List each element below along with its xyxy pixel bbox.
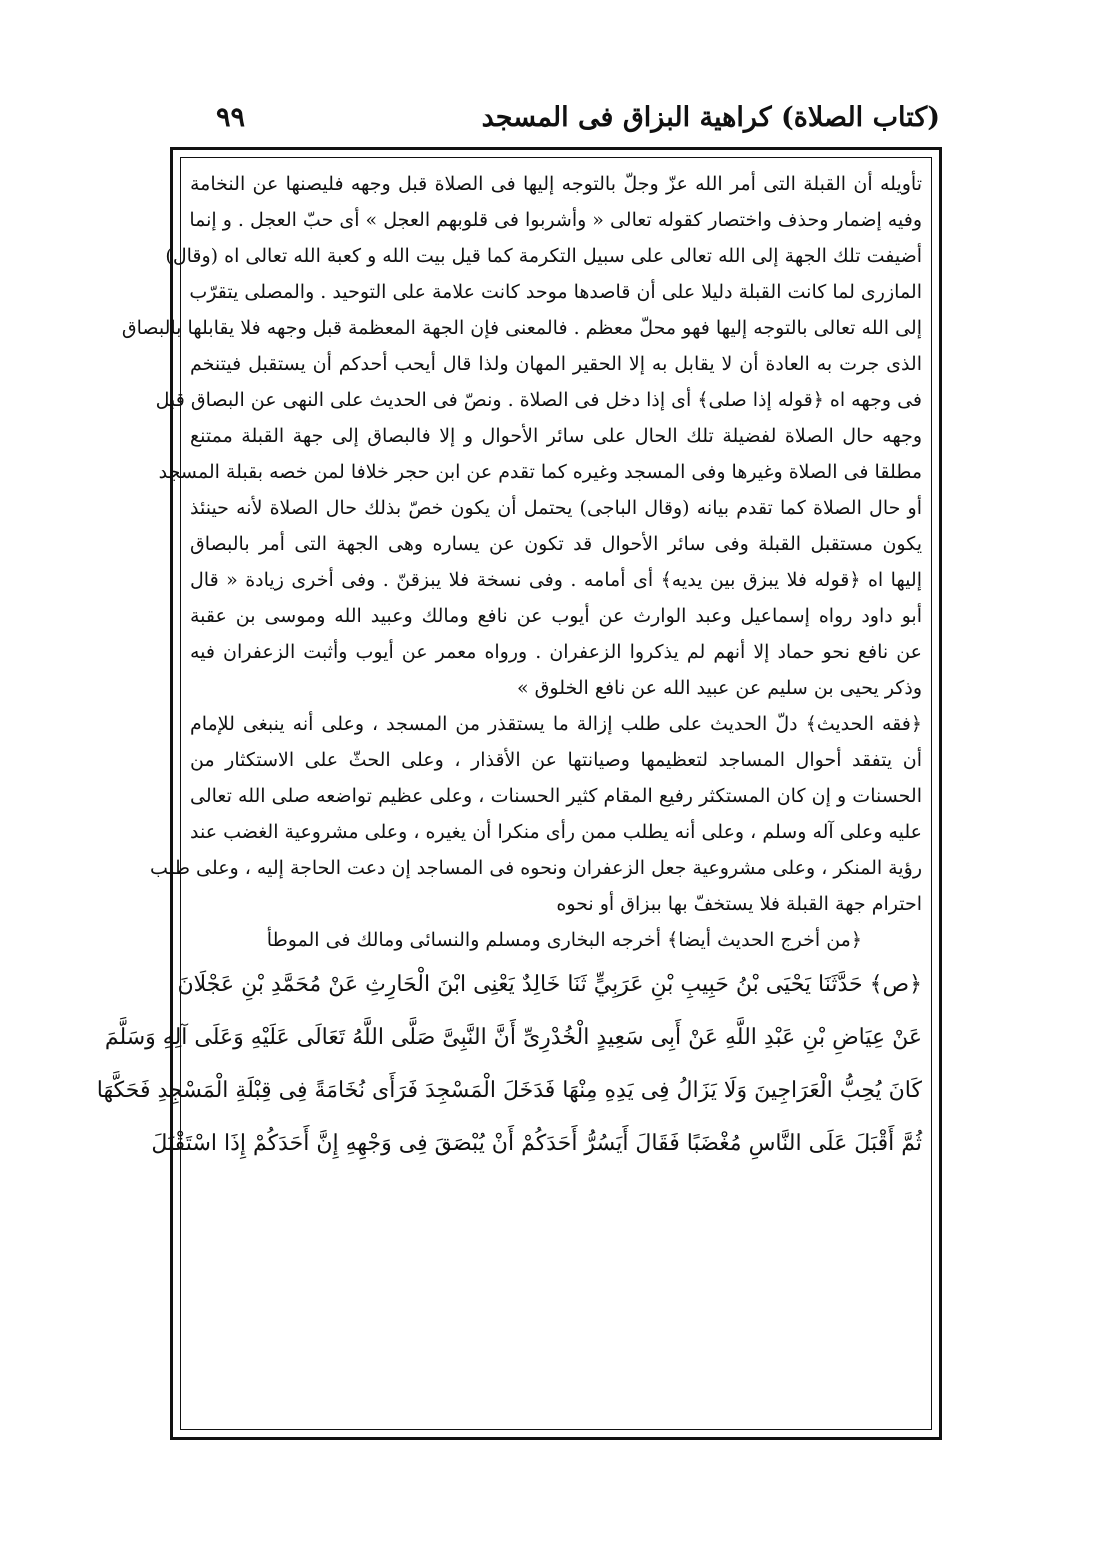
text-line: عن نافع نحو حماد إلا أنهم لم يذكروا الزعفران . ورواه معمر عن أيوب وأثبت الزعفران فيه bbox=[190, 641, 922, 663]
text-line: الحسنات و إن كان المستكثر رفيع المقام كثير الحسنات ، وعلى عظيم تواضعه صلى الله تعالى bbox=[190, 785, 922, 807]
text-line: مطلقا فى الصلاة وغيرها وفى المسجد وغيره كما تقدم عن ابن حجر خلافا لمن خصه بقبلة المسجد bbox=[158, 461, 922, 483]
text-line: وذكر يحيى بن سليم عن عبيد الله عن نافع الخلوق » bbox=[516, 677, 922, 699]
page-header bbox=[180, 98, 940, 146]
text-line: يكون مستقبل القبلة وفى سائر الأحوال قد تكون عن يساره وهى الجهة التى أمر بالبصاق bbox=[190, 533, 922, 555]
text-line: الذى جرت به العادة أن لا يقابل به إلا الحقير المهان ولذا قال أيحب أحدكم أن يستقبل فيتنخم bbox=[190, 353, 922, 375]
text-line: المازرى لما كانت القبلة دليلا على أن قاصدها موحد كانت علامة على التوحيد . والمصلى يتقرّب bbox=[189, 281, 922, 303]
running-title: (كتاب الصلاة) كراهية البزاق فى المسجد bbox=[481, 102, 940, 133]
text-line: أضيفت تلك الجهة إلى الله تعالى على سبيل التكرمة كما قيل بيت الله و كعبة الله تعالى اه (وقال) bbox=[165, 245, 922, 267]
text-line: احترام جهة القبلة فلا يستخفّ بها ببزاق أو نحوه bbox=[556, 893, 922, 915]
text-line: إلى الله تعالى بالتوجه إليها فهو محلّ معظم . فالمعنى فإن الجهة المعظمة قبل وجهه فلا يقابلها بالبصاق bbox=[121, 317, 922, 339]
text-line: وفيه إضمار وحذف واختصار كقوله تعالى « وأشربوا فى قلوبهم العجل » أى حبّ العجل . و إنما bbox=[189, 209, 922, 231]
text-line: ﴿من أخرج الحديث أيضا﴾ أخرجه البخارى ومسلم والنسائى ومالك فى الموطأ bbox=[266, 929, 862, 951]
hadith-line: كَانَ يُحِبُّ الْعَرَاجِينَ وَلَا يَزَالُ فِى يَدِهِ مِنْهَا فَدَخَلَ الْمَسْجِدَ فَرَأَى نُخَامَةً فِى قِبْلَةِ الْمَسْجِدِ فَحَكَّهَا bbox=[96, 1078, 922, 1103]
text-line: عليه وعلى آله وسلم ، وعلى أنه يطلب ممن رأى منكرا أن يغيره ، وعلى مشروعية الغضب عند bbox=[190, 821, 922, 843]
text-body bbox=[96, 166, 922, 1170]
text-line: فى وجهه اه ﴿قوله إذا صلى﴾ أى إذا دخل فى الصلاة . ونصّ فى الحديث على النهى عن البصاق قبل bbox=[155, 389, 922, 411]
text-line: إليها اه ﴿قوله فلا يبزق بين يديه﴾ أى أمامه . وفى نسخة فلا يبزقنّ . وفى أخرى زيادة « قال bbox=[190, 569, 922, 591]
page-number: ٩٩ bbox=[216, 102, 246, 133]
hadith-line: عَنْ عِيَاضِ بْنِ عَبْدِ اللَّهِ عَنْ أَبِى سَعِيدٍ الْخُدْرِىِّ أَنَّ النَّبِىَّ صَلَّى اللَّهُ تَعَالَى عَلَيْهِ وَعَلَى آلِهِ وَسَلَّمَ bbox=[104, 1025, 922, 1050]
text-line: رؤية المنكر ، وعلى مشروعية جعل الزعفران ونحوه فى المساجد إن دعت الحاجة إليه ، وعلى طلب bbox=[149, 857, 922, 879]
text-line: أن يتفقد أحوال المساجد لتعظيمها وصيانتها عن الأقذار ، وعلى الحثّ على الاستكثار من bbox=[190, 749, 922, 771]
text-line: تأويله أن القبلة التى أمر الله عزّ وجلّ بالتوجه إليها فى الصلاة قبل وجهه فليصنها عن النخامة bbox=[190, 173, 922, 195]
text-line: وجهه حال الصلاة لفضيلة تلك الحال على سائر الأحوال و إلا فالبصاق إلى جهة القبلة ممتنع bbox=[190, 425, 922, 447]
text-line: أبو داود رواه إسماعيل وعبد الوارث عن أيوب عن نافع ومالك وعبيد الله وموسى بن عقبة bbox=[190, 605, 922, 627]
text-line: ﴿فقه الحديث﴾ دلّ الحديث على طلب إزالة ما يستقذر من المسجد ، وعلى أنه ينبغى للإمام bbox=[190, 713, 922, 735]
hadith-line: ثُمَّ أَقْبَلَ عَلَى النَّاسِ مُغْضَبًا فَقَالَ أَيَسُرُّ أَحَدَكُمْ أَنْ يُبْصَقَ فِى وَجْهِهِ إِنَّ أَحَدَكُمْ إِذَا اسْتَقْبَلَ bbox=[151, 1131, 922, 1156]
text-line: أو حال الصلاة كما تقدم بيانه (وقال الباجى) يحتمل أن يكون خصّ بذلك حال الصلاة لأنه حينئذ bbox=[190, 497, 922, 519]
hadith-line: ﴿ص﴾ حَدَّثَنَا يَحْيَى بْنُ حَبِيبِ بْنِ عَرَبِيٍّ ثَنَا خَالِدٌ يَعْنِى ابْنَ الْحَارِثِ عَنْ مُحَمَّدِ بْنِ عَجْلَانَ bbox=[177, 972, 922, 997]
